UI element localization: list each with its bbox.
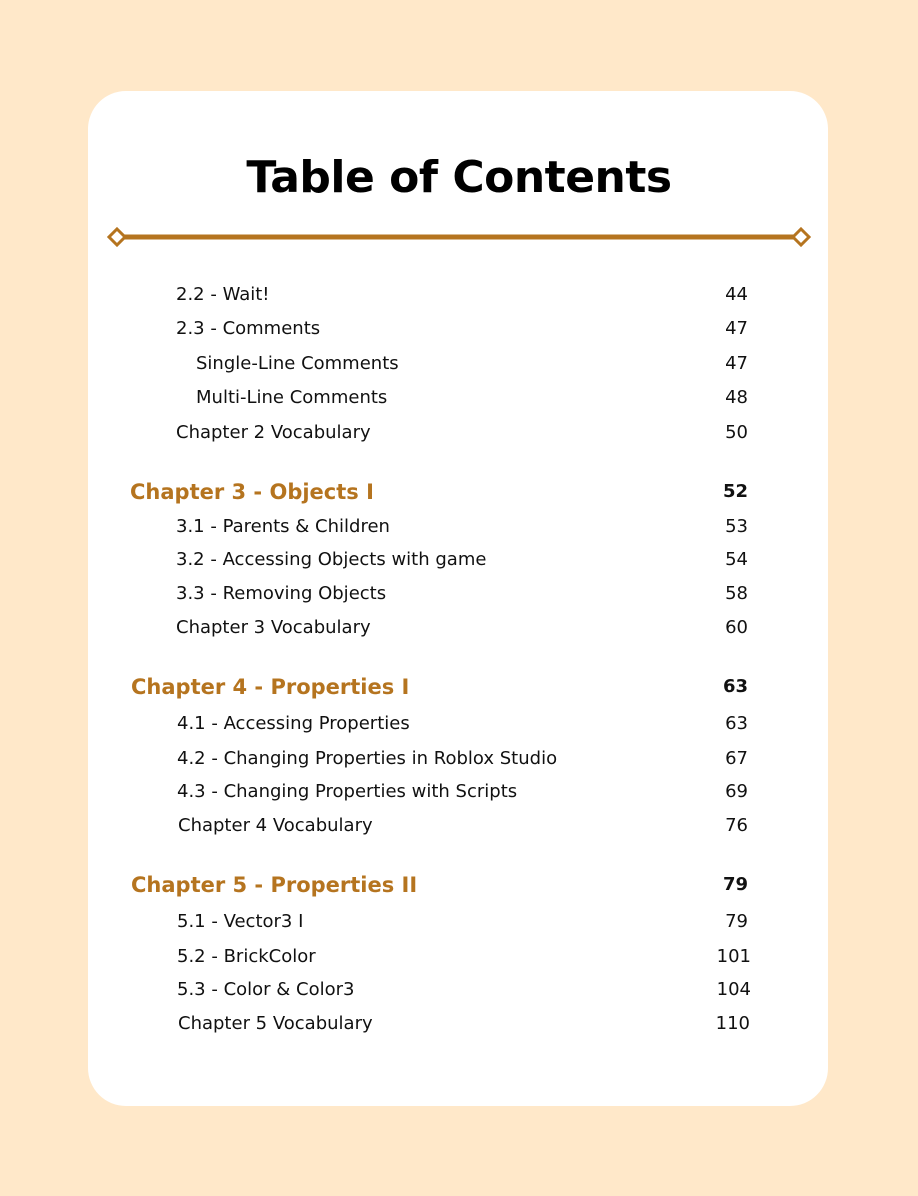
entry-page-number: 101 xyxy=(716,946,751,967)
toc-chapter-3[interactable] xyxy=(130,477,748,507)
entry-page-number: 76 xyxy=(725,815,748,836)
ornament-divider xyxy=(107,227,811,247)
entry-page-number: 63 xyxy=(725,713,748,734)
entry-page-number: 44 xyxy=(725,284,748,305)
toc-entry-4-2[interactable] xyxy=(177,746,748,772)
entry-label: 5.1 - Vector3 I xyxy=(177,911,304,932)
toc-entry-chapter-3-vocabulary[interactable] xyxy=(176,615,748,641)
toc-entry-4-3[interactable] xyxy=(177,779,748,805)
toc-entry-multi-line-comments[interactable] xyxy=(196,385,748,411)
entry-page-number: 69 xyxy=(725,781,748,802)
entry-label: 4.3 - Changing Properties with Scripts xyxy=(177,781,518,802)
entry-label: 4.2 - Changing Properties in Roblox Studio xyxy=(177,748,558,769)
toc-entry-single-line-comments[interactable] xyxy=(196,351,748,377)
entry-label: Chapter 5 Vocabulary xyxy=(178,1013,373,1034)
entry-label: 2.2 - Wait! xyxy=(176,284,270,305)
entry-page-number: 53 xyxy=(725,516,748,537)
toc-entry-2-2[interactable] xyxy=(176,282,748,308)
toc-chapter-4[interactable] xyxy=(131,672,748,702)
entry-page-number: 50 xyxy=(725,422,748,443)
toc-entry-chapter-5-vocabulary[interactable] xyxy=(178,1011,750,1037)
entry-label: 3.1 - Parents & Children xyxy=(176,516,390,537)
entry-page-number: 104 xyxy=(716,979,751,1000)
entry-page-number: 47 xyxy=(725,318,748,339)
entry-page-number: 48 xyxy=(725,387,748,408)
entry-page-number: 47 xyxy=(725,353,748,374)
diamond-icon xyxy=(109,229,125,245)
entry-label: 2.3 - Comments xyxy=(176,318,321,339)
entry-page-number: 54 xyxy=(725,549,748,570)
chapter-page-number: 52 xyxy=(722,481,748,502)
toc-entry-4-1[interactable] xyxy=(177,711,748,737)
toc-entry-2-3[interactable] xyxy=(176,316,748,342)
entry-page-number: 67 xyxy=(725,748,748,769)
entry-label: Multi-Line Comments xyxy=(196,387,388,408)
entry-label: 4.1 - Accessing Properties xyxy=(177,713,410,734)
entry-label: 5.2 - BrickColor xyxy=(177,946,316,967)
toc-entry-3-2[interactable] xyxy=(176,547,748,573)
page-title: Table of Contents xyxy=(246,152,672,203)
toc-entry-3-3[interactable] xyxy=(176,581,748,607)
entry-page-number: 79 xyxy=(725,911,748,932)
entry-label: 3.3 - Removing Objects xyxy=(176,583,387,604)
entry-page-number: 110 xyxy=(715,1013,750,1034)
entry-page-number: 60 xyxy=(725,617,748,638)
chapter-title: Chapter 4 - Properties I xyxy=(131,675,410,699)
toc-entry-5-3[interactable] xyxy=(177,977,751,1003)
chapter-title: Chapter 5 - Properties II xyxy=(131,873,418,897)
toc-entry-3-1[interactable] xyxy=(176,514,748,540)
toc-chapter-5[interactable] xyxy=(131,870,748,900)
diamond-icon xyxy=(793,229,809,245)
toc-entry-5-2[interactable] xyxy=(177,944,751,970)
entry-label: Single-Line Comments xyxy=(196,353,399,374)
entry-label: 5.3 - Color & Color3 xyxy=(177,979,355,1000)
chapter-page-number: 79 xyxy=(722,874,748,895)
toc-entry-chapter-2-vocabulary[interactable] xyxy=(176,420,748,446)
entry-page-number: 58 xyxy=(725,583,748,604)
entry-label: 3.2 - Accessing Objects with game xyxy=(176,549,487,570)
chapter-title: Chapter 3 - Objects I xyxy=(130,480,374,504)
entry-label: Chapter 2 Vocabulary xyxy=(176,422,371,443)
entry-label: Chapter 4 Vocabulary xyxy=(178,815,373,836)
toc-entry-5-1[interactable] xyxy=(177,909,748,935)
chapter-page-number: 63 xyxy=(722,676,748,697)
entry-label: Chapter 3 Vocabulary xyxy=(176,617,371,638)
toc-entry-chapter-4-vocabulary[interactable] xyxy=(178,813,748,839)
